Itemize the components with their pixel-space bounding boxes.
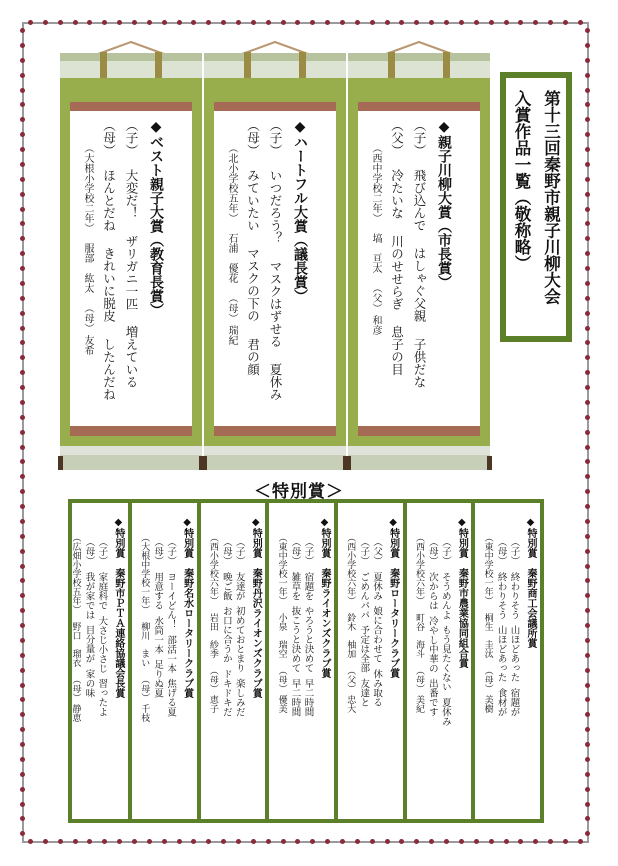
award-title: ◆特別賞 秦野市農業協同組合賞 [456,517,468,668]
poem-phrase: 宿題を [302,571,314,600]
author-credit [414,533,424,813]
scroll-top-roller [348,53,490,79]
poem-phrase: 終わりそう [495,571,507,619]
scroll-cord [299,52,306,80]
special-award-cell [197,503,266,819]
poem-phrase: 増えている [124,325,139,388]
author-credit [82,143,92,420]
scroll-cord [100,52,107,80]
poem-phrase: みていたい [245,168,261,231]
role-label: （子） [302,537,314,566]
parent-role: （母） [207,666,218,693]
parent-name: 和彦 [370,315,381,335]
poem-line [370,517,381,813]
role-label: （父） [389,119,405,157]
special-award-cell [403,503,472,819]
poem-phrase: 山ほどあった [495,625,507,682]
poem-line [151,517,162,813]
poem-phrase: 休み取る [371,669,383,707]
role-label: （母） [289,537,301,566]
poem-phrase: ヨーイどん！ [165,571,177,629]
title-line-1: 第十三回秦野市親子川柳大会 [541,90,561,305]
page-title-box [500,72,572,342]
poem-phrase: 用意する [152,571,164,610]
special-awards-heading: ＜特別賞＞ [254,482,344,502]
child-name: 石浦 優花 [226,233,237,283]
special-award-cell [471,503,540,819]
role-label: （母） [220,537,232,566]
scroll-band-bottom [214,426,336,436]
poem-line [220,517,231,813]
parent-name: 千枝 [139,704,150,722]
poem-phrase: 夏休み [439,697,451,726]
special-awards-grid [68,499,544,823]
poem-line [508,517,519,813]
poem-phrase: ごめんパパ [358,571,370,619]
poem-phrase: 飛び込んで [412,168,427,231]
poem-phrase: 家庭科で [96,571,108,610]
child-name: 町谷 海斗 [413,613,424,658]
poem-phrase: そうめんよ [439,571,451,619]
school-grade: （西中学校二年） [370,143,381,223]
poem-phrase: 我が家では [83,571,95,619]
poem-phrase: もう見たくない [439,625,451,692]
award-title: ◆ベスト親子大賞（教育長賞） [148,119,164,317]
poem-line [439,517,450,813]
special-award-cell [334,503,403,819]
poem-phrase: 大さじ小さじ [96,615,108,673]
poem-phrase: 家の味 [83,669,95,698]
role-label: （子） [96,537,108,566]
poem-line [83,517,94,813]
scroll-cord [155,52,162,80]
role-label: （母） [245,119,261,157]
poem-phrase: やろうと決めて [302,606,314,673]
award-title: ◆特別賞 秦野市ＰＴＡ連絡協議会長賞 [112,517,124,698]
poem-phrase: 習ったよ [96,678,108,717]
author-credit [276,533,286,813]
award-title: ◆親子川柳大賞（市長賞） [436,119,452,289]
roller-end [58,456,63,470]
scroll-bottom-roller [348,446,490,470]
poem-phrase: 部活一本 [165,634,177,673]
role-label: （子） [508,537,520,566]
parent-role: （母） [82,303,93,333]
poem-phrase: 水筒一本 [152,615,164,654]
role-label: （子） [439,537,451,566]
scroll-mount [60,78,202,446]
child-name: 小泉 瑞空 [276,613,287,658]
scroll-bottom-roller [204,446,346,470]
poem-phrase: 早二時間 [289,678,301,717]
roller-end [199,456,204,470]
parent-name: 優美 [276,695,287,713]
poem-phrase: 山ほどあった [508,625,520,682]
poem-line [390,119,403,420]
poem-phrase: したんだね [101,338,117,401]
role-label: （母） [426,537,438,566]
poem-line [357,517,368,813]
scroll-mount [348,78,490,446]
school-grade: （大根小学校二年） [82,143,93,233]
scroll-heartful-prize [204,40,346,472]
parent-name: 美紀 [413,695,424,713]
child-name: 岩田 紗季 [207,613,218,658]
poem-line [246,119,259,420]
scroll-band-bottom [70,426,192,436]
poem-phrase: ザリガニ一匹 [124,234,139,310]
role-label: （母） [495,537,507,566]
poem-phrase: 夏休み [268,363,283,401]
scroll-cord [244,52,251,80]
child-name: 服部 紘太 [82,243,93,293]
role-label: （子） [268,119,283,157]
parent-name: 忠大 [345,695,356,713]
author-credit [345,533,355,813]
roller-end [487,456,492,470]
scroll-bottom-roller [60,446,202,470]
role-label: （母） [152,537,164,566]
poem-phrase: 友達と [358,678,370,707]
role-label: （子） [233,537,245,566]
poem-phrase: 大変だ！ [124,168,139,219]
poem-phrase: 冷やし中華の [426,615,438,673]
scroll-cord [388,52,395,80]
poem-line [95,517,106,813]
school-grade: （西小学校六年） [345,533,356,605]
role-label: （母） [101,119,117,157]
scroll-grand-prize [348,40,490,472]
poem-phrase: ほんとだね [101,168,117,231]
award-title: ◆特別賞 秦野ライオンズクラブ賞 [318,517,330,678]
award-title: ◆特別賞 秦野ロータリークラブ賞 [387,517,399,678]
poem-line [164,517,175,813]
scroll-cord [443,52,450,80]
parent-role: （母） [70,675,81,702]
poem-phrase: 初めておとまり [233,606,245,673]
poem-line [302,517,313,813]
poem-line [495,517,506,813]
roller-end [343,456,348,470]
poem-line [102,119,115,420]
poem-phrase: 抜こうと決めて [289,606,301,673]
poem-phrase: 娘に合わせて [371,606,383,663]
poem-phrase: 食材が [495,688,507,717]
parent-role: （母） [226,293,237,323]
poem-line [233,517,244,813]
school-grade: （東中学校一年） [482,533,493,605]
award-title: ◆特別賞 秦野丹沢ライオンズクラブ賞 [250,517,262,698]
poem-phrase: 雑草を [289,571,301,600]
poem-phrase: 足りぬ夏 [152,659,164,698]
poem-phrase: 晩ご飯 [220,571,232,600]
title-line-2: 入賞作品一覧（敬称略） [512,90,531,272]
parent-role: （母） [139,675,150,702]
scroll-best-family-prize [60,40,202,472]
poem-phrase: 夏休み [371,571,383,600]
role-label: （子） [165,537,177,566]
special-award-cell [63,503,128,819]
poem-line [289,517,300,813]
role-label: （子） [412,119,427,157]
parent-name: 瑞紀 [226,325,237,345]
special-award-cell [128,503,197,819]
award-title: ◆特別賞 秦野商工会議所賞 [525,517,536,648]
poem-phrase: 予定は全部 [358,625,370,673]
special-award-cell [265,503,334,819]
school-grade: （北小学校五年） [226,143,237,223]
parent-name: 静恵 [70,704,81,722]
author-credit [226,143,236,420]
author-credit [370,143,380,420]
parent-role: （母） [413,666,424,693]
poem-phrase: お口に合うか [220,606,232,663]
page-title [511,90,562,336]
role-label: （子） [124,119,139,157]
author-credit [70,533,80,813]
scroll-top-roller [204,53,346,79]
scroll-paper [214,111,336,426]
poem-phrase: 焦げる夏 [165,678,177,717]
scroll-band-top [70,102,192,111]
school-grade: （西小学校六年） [207,533,218,605]
school-grade: （広畑小学校五年） [70,533,81,614]
child-name: 鈴木 柚加 [345,613,356,658]
parent-name: 友希 [82,335,93,355]
award-title: ◆特別賞 秦野名水ロータリークラブ賞 [181,517,193,698]
poem-phrase: 宿題が [508,688,520,717]
poem-phrase: はしゃぐ父親 [412,247,427,322]
scroll-band-top [214,102,336,111]
poem-line [125,119,138,420]
scroll-top-roller [60,53,202,79]
scroll-mount [204,78,346,446]
scroll-band-bottom [358,426,480,436]
poem-phrase: 子供だな [412,338,427,388]
parent-role: （父） [370,283,381,313]
poem-phrase: 楽しみだ [233,678,245,717]
child-name: 桐生 圭汰 [482,613,493,658]
parent-role: （父） [345,666,356,693]
poem-phrase: 君の顔 [245,338,261,376]
poem-phrase: 早二時間 [302,678,314,717]
poem-phrase: いつだろう？ [268,168,283,244]
role-label: （子） [358,537,370,566]
scroll-paper [70,111,192,426]
poem-phrase: 川のせせらぎ [389,234,405,310]
child-name: 野口 瑠衣 [70,622,81,667]
poem-line [426,517,437,813]
poem-phrase: 友達が [233,571,245,600]
poem-phrase: マスクはずせる [268,259,283,347]
school-grade: （西小学校六年） [413,533,424,605]
poem-line [413,119,426,420]
poem-line [269,119,282,420]
author-credit [208,533,218,813]
poem-phrase: マスクの下の [245,247,261,322]
parent-name: 美樹 [482,695,493,713]
poem-phrase: 息子の目 [389,325,405,376]
poem-phrase: 目分量が [83,625,95,663]
role-label: （父） [371,537,383,566]
poem-phrase: 終わりそう [508,571,520,619]
award-title: ◆ハートフル大賞（議長賞） [292,119,308,303]
scroll-band-top [358,102,480,111]
school-grade: （大根中学校一年） [139,533,150,614]
poem-phrase: きれいに脱皮 [101,247,117,322]
author-credit [139,533,149,813]
parent-name: 恵子 [207,695,218,713]
poem-phrase: ドキドキだ [220,669,232,717]
poem-phrase: 出番です [426,678,438,717]
parent-role: （母） [276,666,287,693]
scroll-paper [358,111,480,426]
poem-phrase: 冷たいな [389,168,405,219]
poem-phrase: 次からは [426,571,438,610]
child-name: 塙 亘太 [370,233,381,273]
author-credit [482,533,492,813]
role-label: （母） [83,537,95,566]
parent-role: （母） [482,666,493,693]
child-name: 柳川 まい [139,622,150,667]
school-grade: （東中学校一年） [276,533,287,605]
